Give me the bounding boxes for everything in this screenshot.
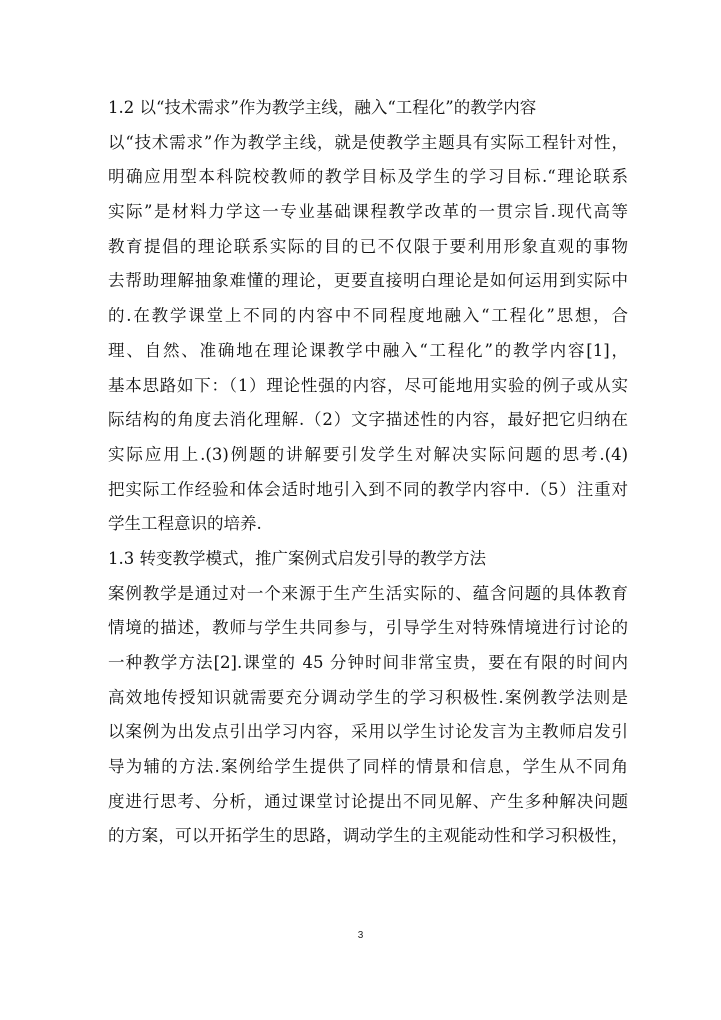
paragraph-line: 高效地传授知识就需要充分调动学生的学习积极性.案例教学法则是 — [108, 687, 628, 707]
paragraph-line: 把实际工作经验和体会适时地引入到不同的教学内容中.（5）注重对 — [108, 479, 628, 499]
paragraph-line: 的.在教学课堂上不同的内容中不同程度地融入“工程化”思想，合 — [108, 306, 628, 326]
paragraph-line: 以“技术需求”作为教学主线，就是使教学主题具有实际工程针对性， — [108, 132, 628, 152]
paragraph-line: 以案例为出发点引出学习内容，采用以学生讨论发言为主教师启发引 — [108, 722, 628, 742]
section-heading-1-2: 1.2 以“技术需求”作为教学主线，融入“工程化”的教学内容 — [108, 98, 537, 117]
paragraph-line: 实际”是材料力学这一专业基础课程教学改革的一贯宗旨.现代高等 — [108, 202, 628, 222]
page-number: 3 — [357, 930, 364, 941]
paragraph-line: 度进行思考、分析，通过课堂讨论提出不同见解、产生多种解决问题 — [108, 791, 628, 811]
paragraph-line: 导为辅的方法.案例给学生提供了同样的情景和信息，学生从不同角 — [108, 757, 628, 777]
paragraph-line: 教育提倡的理论联系实际的目的已不仅限于要利用形象直观的事物 — [108, 236, 628, 256]
paragraph-line: 实际应用上.(3)例题的讲解要引发学生对解决实际问题的思考.(4) — [108, 444, 628, 464]
section-heading-1-3: 1.3 转变教学模式，推广案例式启发引导的教学方法 — [108, 548, 486, 568]
paragraph-line: 际结构的角度去消化理解.（2）文字描述性的内容，最好把它归纳在 — [108, 410, 628, 430]
paragraph-line: 明确应用型本科院校教师的教学目标及学生的学习目标.“理论联系 — [108, 167, 628, 187]
paragraph-line: 情境的描述，教师与学生共同参与，引导学生对特殊情境进行讨论的 — [108, 618, 628, 638]
paragraph-line: 理、自然、准确地在理论课教学中融入“工程化”的教学内容[1]， — [108, 340, 628, 360]
paragraph-line: 一种教学方法[2].课堂的 45 分钟时间非常宝贵，要在有限的时间内 — [108, 653, 628, 672]
paragraph-line: 案例教学是通过对一个来源于生产生活实际的、蕴含问题的具体教育 — [108, 583, 628, 603]
paragraph-line: 基本思路如下：（1）理论性强的内容，尽可能地用实验的例子或从实 — [108, 375, 628, 395]
paragraph-last-line: 学生工程意识的培养. — [108, 514, 262, 534]
paragraph-line: 的方案，可以开拓学生的思路，调动学生的主观能动性和学习积极性， — [108, 826, 628, 846]
paragraph-line: 去帮助理解抽象难懂的理论，更要直接明白理论是如何运用到实际中 — [108, 271, 628, 291]
document-body — [108, 91, 628, 854]
